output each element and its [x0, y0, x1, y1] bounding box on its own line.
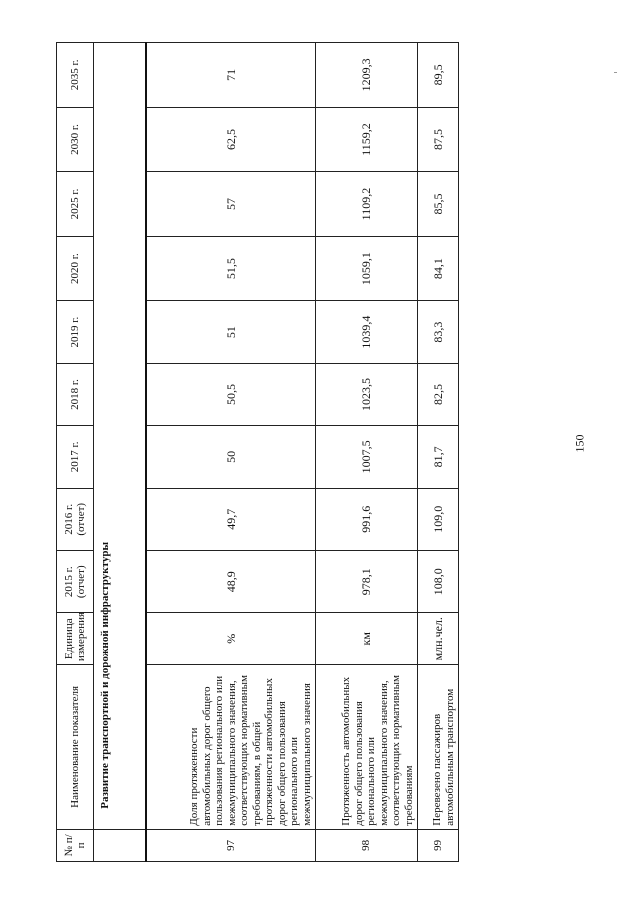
header-year-2015: 2015 г. (отчет): [57, 551, 94, 613]
value-cell: 85,5: [418, 172, 459, 237]
scan-mark: [614, 72, 617, 73]
value-cell: 50: [146, 426, 316, 488]
table-row: [418, 43, 459, 862]
indicator-name: Протяженность автомобильных дорог общего пользования регионального или межмуниципального значения, соответствующих нормативным требованиям: [316, 665, 418, 830]
row-number: 99: [418, 829, 459, 861]
header-name: Наименование показателя: [57, 665, 94, 830]
header-year-2018: 2018 г.: [57, 363, 94, 425]
value-cell: 71: [146, 43, 316, 108]
value-cell: 51,5: [146, 236, 316, 301]
header-row: [57, 43, 94, 862]
indicator-name: Перевезено пассажиров автомобильным транспортом: [418, 665, 459, 830]
value-cell: 1209,3: [316, 43, 418, 108]
header-no: № п/п: [57, 829, 94, 861]
table-row: [146, 43, 316, 862]
unit-cell: %: [146, 613, 316, 665]
value-cell: 1109,2: [316, 172, 418, 237]
rotated-table-container: [56, 42, 456, 862]
section-row: [94, 43, 146, 862]
section-no-cell: [94, 829, 146, 861]
header-year-2030: 2030 г.: [57, 107, 94, 172]
header-unit: Единица измерения: [57, 613, 94, 665]
value-cell: 89,5: [418, 43, 459, 108]
header-year-2016: 2016 г. (отчет): [57, 488, 94, 550]
value-cell: 81,7: [418, 426, 459, 488]
value-cell: 50,5: [146, 363, 316, 425]
value-cell: 109,0: [418, 488, 459, 550]
value-cell: 57: [146, 172, 316, 237]
value-cell: 1023,5: [316, 363, 418, 425]
row-number: 97: [146, 829, 316, 861]
value-cell: 48,9: [146, 551, 316, 613]
table-row: [316, 43, 418, 862]
section-title: Развитие транспортной и дорожной инфраструктуры: [94, 43, 146, 830]
row-number: 98: [316, 829, 418, 861]
value-cell: 1059,1: [316, 236, 418, 301]
value-cell: 82,5: [418, 363, 459, 425]
value-cell: 49,7: [146, 488, 316, 550]
value-cell: 83,3: [418, 301, 459, 363]
value-cell: 1039,4: [316, 301, 418, 363]
value-cell: 108,0: [418, 551, 459, 613]
page-number: 150: [572, 434, 587, 453]
unit-cell: км: [316, 613, 418, 665]
value-cell: 51: [146, 301, 316, 363]
value-cell: 87,5: [418, 107, 459, 172]
indicator-name: Доля протяженности автомобильных дорог общего пользования регионального или межмуниципального значения, соответствующих нормативным требованиям, в общей протяженности автомобильных дорог общего пользования регионального или межмуниципального значения: [146, 665, 316, 830]
header-year-2025: 2025 г.: [57, 172, 94, 237]
value-cell: 1007,5: [316, 426, 418, 488]
header-year-2020: 2020 г.: [57, 236, 94, 301]
header-year-2017: 2017 г.: [57, 426, 94, 488]
unit-cell: млн.чел.: [418, 613, 459, 665]
value-cell: 84,1: [418, 236, 459, 301]
indicators-table: [56, 42, 459, 862]
value-cell: 991,6: [316, 488, 418, 550]
value-cell: 62,5: [146, 107, 316, 172]
value-cell: 1159,2: [316, 107, 418, 172]
header-year-2035: 2035 г.: [57, 43, 94, 108]
value-cell: 978,1: [316, 551, 418, 613]
header-year-2019: 2019 г.: [57, 301, 94, 363]
